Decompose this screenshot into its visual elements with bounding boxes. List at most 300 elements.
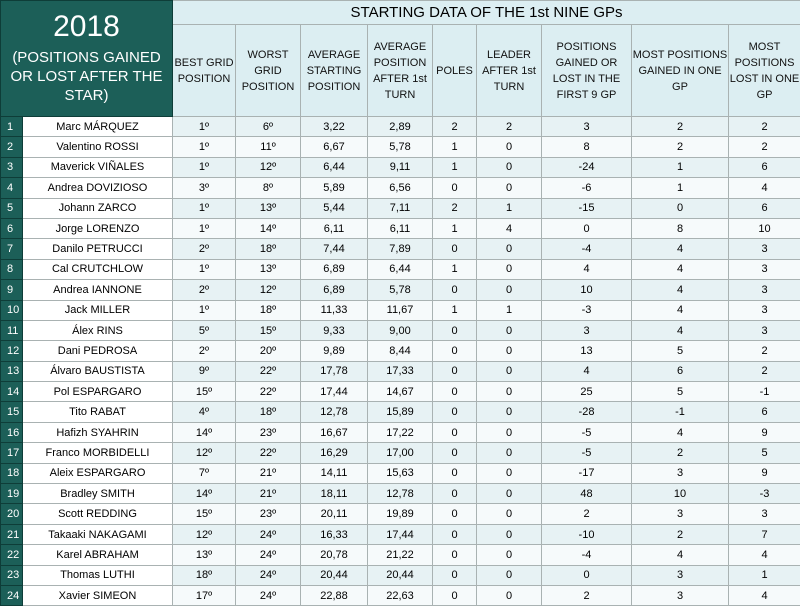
stat-cell: 22º [236, 382, 301, 402]
stat-cell: 3 [729, 239, 800, 259]
stat-cell: 0 [477, 157, 542, 177]
stat-cell: 18º [236, 300, 301, 320]
stat-cell: 20,44 [301, 565, 368, 585]
table-row [1, 382, 800, 402]
stat-cell: 10 [542, 280, 632, 300]
stat-cell: 6,44 [301, 157, 368, 177]
stat-cell: 2 [433, 198, 477, 218]
rider-name: Tito RABAT [23, 402, 173, 422]
table-row [1, 545, 800, 565]
stat-cell: 6 [729, 157, 800, 177]
table-row [1, 361, 800, 381]
stat-cell: 1 [632, 157, 729, 177]
stat-cell: 4 [729, 545, 800, 565]
table-row [1, 341, 800, 361]
stat-cell: 0 [433, 280, 477, 300]
stat-cell: 0 [433, 402, 477, 422]
stat-cell: 0 [477, 443, 542, 463]
stat-cell: 6 [729, 402, 800, 422]
stat-cell: 9,33 [301, 320, 368, 340]
column-header: POSITIONS GAINED OR LOST IN THE FIRST 9 GP [542, 25, 632, 117]
stat-cell: 3 [632, 504, 729, 524]
stat-cell: 10 [632, 484, 729, 504]
stat-cell: 0 [477, 524, 542, 544]
stat-cell: 4 [632, 545, 729, 565]
column-header: WORST GRID POSITION [236, 25, 301, 117]
stat-cell: -6 [542, 178, 632, 198]
stat-cell: 13º [173, 545, 236, 565]
row-number: 15 [1, 402, 23, 422]
row-number: 17 [1, 443, 23, 463]
table-row [1, 585, 800, 605]
stat-cell: 0 [477, 320, 542, 340]
table-row [1, 137, 800, 157]
stat-cell: 9,89 [301, 341, 368, 361]
stat-cell: 13 [542, 341, 632, 361]
rider-name: Jack MILLER [23, 300, 173, 320]
stat-cell: 6,89 [301, 259, 368, 279]
stat-cell: 1 [477, 198, 542, 218]
stat-cell: 4 [729, 178, 800, 198]
stat-cell: 1 [729, 565, 800, 585]
stat-cell: -4 [542, 239, 632, 259]
stat-cell: 1º [173, 157, 236, 177]
rider-name: Takaaki NAKAGAMI [23, 524, 173, 544]
stat-cell: 2 [729, 137, 800, 157]
stat-cell: -10 [542, 524, 632, 544]
table-row [1, 565, 800, 585]
year-header [1, 1, 173, 117]
row-number: 24 [1, 585, 23, 605]
stat-cell: -3 [729, 484, 800, 504]
stat-cell: 2º [173, 239, 236, 259]
stat-cell: 0 [433, 463, 477, 483]
rider-name: Hafizh SYAHRIN [23, 422, 173, 442]
stat-cell: 6º [236, 117, 301, 137]
stat-cell: -1 [632, 402, 729, 422]
row-number: 2 [1, 137, 23, 157]
column-header: BEST GRID POSITION [173, 25, 236, 117]
stat-cell: 1º [173, 300, 236, 320]
rider-name: Andrea IANNONE [23, 280, 173, 300]
stat-cell: 12,78 [368, 484, 433, 504]
stat-cell: 4 [729, 585, 800, 605]
stat-cell: 0 [433, 382, 477, 402]
row-number: 7 [1, 239, 23, 259]
stat-cell: 0 [433, 585, 477, 605]
stat-cell: 0 [477, 178, 542, 198]
stat-cell: 0 [433, 361, 477, 381]
stat-cell: 4º [173, 402, 236, 422]
column-header: POLES [433, 25, 477, 117]
stat-cell: 13º [236, 259, 301, 279]
column-header: LEADER AFTER 1st TURN [477, 25, 542, 117]
stat-cell: 6,89 [301, 280, 368, 300]
stat-cell: 20º [236, 341, 301, 361]
row-number: 1 [1, 117, 23, 137]
stat-cell: 3º [173, 178, 236, 198]
stat-cell: 12º [173, 524, 236, 544]
year-title: 2018 [53, 10, 120, 43]
rider-name: Johann ZARCO [23, 198, 173, 218]
section-title: STARTING DATA OF THE 1st NINE GPs [173, 1, 800, 25]
stat-cell: 2 [729, 361, 800, 381]
stat-cell: 5 [632, 341, 729, 361]
stat-cell: 0 [433, 239, 477, 259]
stat-cell: -28 [542, 402, 632, 422]
stat-cell: 7 [729, 524, 800, 544]
stat-cell: 0 [477, 402, 542, 422]
stat-cell: 5 [632, 382, 729, 402]
stat-cell: 3 [729, 320, 800, 340]
row-number: 14 [1, 382, 23, 402]
stat-cell: 0 [477, 463, 542, 483]
stat-cell: 2,89 [368, 117, 433, 137]
stat-cell: 4 [632, 259, 729, 279]
stat-cell: 0 [477, 585, 542, 605]
stat-cell: 7º [173, 463, 236, 483]
stat-cell: 0 [477, 361, 542, 381]
stat-cell: -24 [542, 157, 632, 177]
stat-cell: 11º [236, 137, 301, 157]
stat-cell: -17 [542, 463, 632, 483]
row-number: 6 [1, 218, 23, 238]
stat-cell: 1º [173, 198, 236, 218]
row-number: 19 [1, 484, 23, 504]
stat-cell: -5 [542, 443, 632, 463]
row-number: 18 [1, 463, 23, 483]
stat-cell: 4 [542, 361, 632, 381]
stat-cell: -4 [542, 545, 632, 565]
table-row [1, 320, 800, 340]
stat-cell: -3 [542, 300, 632, 320]
stat-cell: 0 [477, 545, 542, 565]
stat-cell: 9,11 [368, 157, 433, 177]
stat-cell: 0 [433, 565, 477, 585]
stat-cell: 22,63 [368, 585, 433, 605]
stat-cell: 2 [542, 504, 632, 524]
stat-cell: 2 [729, 117, 800, 137]
stat-cell: 18,11 [301, 484, 368, 504]
stat-cell: 0 [433, 341, 477, 361]
table-row [1, 198, 800, 218]
stat-cell: 4 [542, 259, 632, 279]
stat-cell: 0 [477, 280, 542, 300]
row-number: 20 [1, 504, 23, 524]
stat-cell: 9 [729, 463, 800, 483]
stat-cell: 15,63 [368, 463, 433, 483]
rider-name: Marc MÁRQUEZ [23, 117, 173, 137]
row-number: 12 [1, 341, 23, 361]
rider-name: Aleix ESPARGARO [23, 463, 173, 483]
stat-cell: 17º [173, 585, 236, 605]
stat-cell: 24º [236, 585, 301, 605]
stat-cell: 21º [236, 463, 301, 483]
stat-cell: 2 [632, 117, 729, 137]
stat-cell: 15º [173, 382, 236, 402]
stat-cell: 14,67 [368, 382, 433, 402]
stat-cell: 21º [236, 484, 301, 504]
stat-cell: 0 [433, 178, 477, 198]
stat-cell: 0 [477, 484, 542, 504]
stat-cell: 3 [632, 463, 729, 483]
rider-name: Dani PEDROSA [23, 341, 173, 361]
stat-cell: 2 [433, 117, 477, 137]
stat-cell: 2 [542, 585, 632, 605]
table-row [1, 484, 800, 504]
header-subtitle: (POSITIONS GAINED OR LOST AFTER THE STAR) [10, 49, 163, 104]
stat-cell: 14º [173, 484, 236, 504]
stat-cell: 16,33 [301, 524, 368, 544]
stat-cell: 3 [632, 565, 729, 585]
stat-cell: 12º [236, 280, 301, 300]
stat-cell: 1 [433, 300, 477, 320]
stat-cell: 0 [542, 565, 632, 585]
stat-cell: 1º [173, 117, 236, 137]
stat-cell: 1º [173, 259, 236, 279]
stat-cell: 5,78 [368, 280, 433, 300]
stat-cell: 2º [173, 280, 236, 300]
stat-cell: 2º [173, 341, 236, 361]
stat-cell: 15,89 [368, 402, 433, 422]
stat-cell: 17,44 [301, 382, 368, 402]
table-row [1, 524, 800, 544]
row-number: 9 [1, 280, 23, 300]
stat-cell: 0 [477, 239, 542, 259]
stat-cell: 0 [433, 504, 477, 524]
table-row [1, 117, 800, 137]
stat-cell: 5,89 [301, 178, 368, 198]
table-row [1, 239, 800, 259]
stat-cell: 4 [632, 239, 729, 259]
stat-cell: 12,78 [301, 402, 368, 422]
stat-cell: 19,89 [368, 504, 433, 524]
stat-cell: 16,29 [301, 443, 368, 463]
stat-cell: 0 [433, 443, 477, 463]
stat-cell: 1 [433, 137, 477, 157]
stat-cell: 20,44 [368, 565, 433, 585]
stat-cell: 8 [542, 137, 632, 157]
stat-cell: 7,44 [301, 239, 368, 259]
table-row [1, 157, 800, 177]
stat-cell: 0 [477, 504, 542, 524]
stat-cell: 5 [729, 443, 800, 463]
rider-name: Karel ABRAHAM [23, 545, 173, 565]
stat-cell: 20,78 [301, 545, 368, 565]
table-row [1, 463, 800, 483]
stat-cell: 18º [173, 565, 236, 585]
stat-cell: 25 [542, 382, 632, 402]
stat-cell: 2 [632, 524, 729, 544]
stat-cell: 2 [729, 341, 800, 361]
stat-cell: 1 [433, 157, 477, 177]
stat-cell: 3 [542, 117, 632, 137]
stat-cell: 18º [236, 239, 301, 259]
table-row [1, 504, 800, 524]
rider-name: Maverick VIÑALES [23, 157, 173, 177]
rider-name: Jorge LORENZO [23, 218, 173, 238]
stat-cell: 6,56 [368, 178, 433, 198]
stat-cell: 1 [477, 300, 542, 320]
column-header: MOST POSITIONS GAINED IN ONE GP [632, 25, 729, 117]
stat-cell: 17,22 [368, 422, 433, 442]
row-number: 4 [1, 178, 23, 198]
stat-cell: 0 [433, 524, 477, 544]
stat-cell: 6,44 [368, 259, 433, 279]
table-row [1, 300, 800, 320]
table-row [1, 402, 800, 422]
stat-cell: 1º [173, 218, 236, 238]
stat-cell: -15 [542, 198, 632, 218]
rider-name: Pol ESPARGARO [23, 382, 173, 402]
stat-cell: 6,11 [301, 218, 368, 238]
column-header: MOST POSITIONS LOST IN ONE GP [729, 25, 800, 117]
stat-cell: 22º [236, 361, 301, 381]
stat-cell: 14º [173, 422, 236, 442]
stat-cell: 3,22 [301, 117, 368, 137]
table-row [1, 178, 800, 198]
stat-cell: 3 [729, 504, 800, 524]
stat-cell: 1 [632, 178, 729, 198]
stat-cell: 6,11 [368, 218, 433, 238]
row-number: 3 [1, 157, 23, 177]
stat-cell: 3 [632, 585, 729, 605]
stat-cell: 0 [477, 565, 542, 585]
stat-cell: 8 [632, 218, 729, 238]
stat-cell: 1º [173, 137, 236, 157]
stat-cell: 6 [729, 198, 800, 218]
stat-cell: 12º [173, 443, 236, 463]
row-number: 8 [1, 259, 23, 279]
stat-cell: 3 [729, 280, 800, 300]
stat-cell: 8º [236, 178, 301, 198]
stat-cell: 7,11 [368, 198, 433, 218]
stat-cell: 0 [477, 422, 542, 442]
column-header: AVERAGE POSITION AFTER 1st TURN [368, 25, 433, 117]
stat-cell: 48 [542, 484, 632, 504]
stat-cell: 17,44 [368, 524, 433, 544]
stat-cell: 11,67 [368, 300, 433, 320]
column-header: AVERAGE STARTING POSITION [301, 25, 368, 117]
stat-cell: -1 [729, 382, 800, 402]
row-number: 23 [1, 565, 23, 585]
rider-name: Xavier SIMEON [23, 585, 173, 605]
rider-name: Cal CRUTCHLOW [23, 259, 173, 279]
rider-name: Andrea DOVIZIOSO [23, 178, 173, 198]
stat-cell: 2 [477, 117, 542, 137]
stat-cell: 4 [632, 320, 729, 340]
stat-cell: 14º [236, 218, 301, 238]
stat-cell: 2 [632, 443, 729, 463]
stat-cell: 3 [729, 259, 800, 279]
stat-cell: 0 [433, 422, 477, 442]
stat-cell: 0 [632, 198, 729, 218]
stat-cell: 5º [173, 320, 236, 340]
rider-name: Álex RINS [23, 320, 173, 340]
stat-cell: 1 [433, 259, 477, 279]
stat-cell: 23º [236, 504, 301, 524]
stat-cell: 24º [236, 545, 301, 565]
stat-cell: 4 [632, 280, 729, 300]
stat-cell: 0 [477, 137, 542, 157]
stat-cell: 4 [477, 218, 542, 238]
stat-cell: 21,22 [368, 545, 433, 565]
stat-cell: 6 [632, 361, 729, 381]
stat-cell: 0 [433, 484, 477, 504]
stat-cell: 12º [236, 157, 301, 177]
stat-cell: 0 [477, 382, 542, 402]
rider-name: Valentino ROSSI [23, 137, 173, 157]
row-number: 16 [1, 422, 23, 442]
stat-cell: 15º [173, 504, 236, 524]
stat-cell: 15º [236, 320, 301, 340]
stat-cell: 0 [433, 545, 477, 565]
stat-cell: 3 [542, 320, 632, 340]
row-number: 13 [1, 361, 23, 381]
stat-cell: 24º [236, 524, 301, 544]
rider-name: Scott REDDING [23, 504, 173, 524]
stat-cell: 4 [632, 422, 729, 442]
stat-cell: 24º [236, 565, 301, 585]
stat-cell: 3 [729, 300, 800, 320]
rider-name: Franco MORBIDELLI [23, 443, 173, 463]
table-row [1, 280, 800, 300]
table-row [1, 218, 800, 238]
stat-cell: 0 [477, 259, 542, 279]
stat-cell: 14,11 [301, 463, 368, 483]
stat-cell: 16,67 [301, 422, 368, 442]
table-body [1, 117, 800, 606]
stat-cell: -5 [542, 422, 632, 442]
stat-cell: 0 [477, 341, 542, 361]
rider-name: Bradley SMITH [23, 484, 173, 504]
stat-cell: 2 [632, 137, 729, 157]
stat-cell: 1 [433, 218, 477, 238]
stat-cell: 9,00 [368, 320, 433, 340]
stat-cell: 18º [236, 402, 301, 422]
table-row [1, 259, 800, 279]
stat-cell: 22,88 [301, 585, 368, 605]
stat-cell: 17,78 [301, 361, 368, 381]
stat-cell: 23º [236, 422, 301, 442]
row-number: 11 [1, 320, 23, 340]
row-number: 5 [1, 198, 23, 218]
stat-cell: 13º [236, 198, 301, 218]
stat-cell: 7,89 [368, 239, 433, 259]
stat-cell: 0 [542, 218, 632, 238]
stat-cell: 4 [632, 300, 729, 320]
row-number: 22 [1, 545, 23, 565]
stat-cell: 17,00 [368, 443, 433, 463]
stat-cell: 6,67 [301, 137, 368, 157]
stat-cell: 0 [433, 320, 477, 340]
stat-cell: 20,11 [301, 504, 368, 524]
table-row [1, 422, 800, 442]
stat-cell: 8,44 [368, 341, 433, 361]
row-number: 10 [1, 300, 23, 320]
rider-name: Danilo PETRUCCI [23, 239, 173, 259]
stat-cell: 10 [729, 218, 800, 238]
row-number: 21 [1, 524, 23, 544]
stat-cell: 22º [236, 443, 301, 463]
stat-cell: 9 [729, 422, 800, 442]
stat-cell: 9º [173, 361, 236, 381]
stat-cell: 17,33 [368, 361, 433, 381]
rider-name: Thomas LUTHI [23, 565, 173, 585]
stat-cell: 5,78 [368, 137, 433, 157]
stat-cell: 5,44 [301, 198, 368, 218]
table-row [1, 443, 800, 463]
